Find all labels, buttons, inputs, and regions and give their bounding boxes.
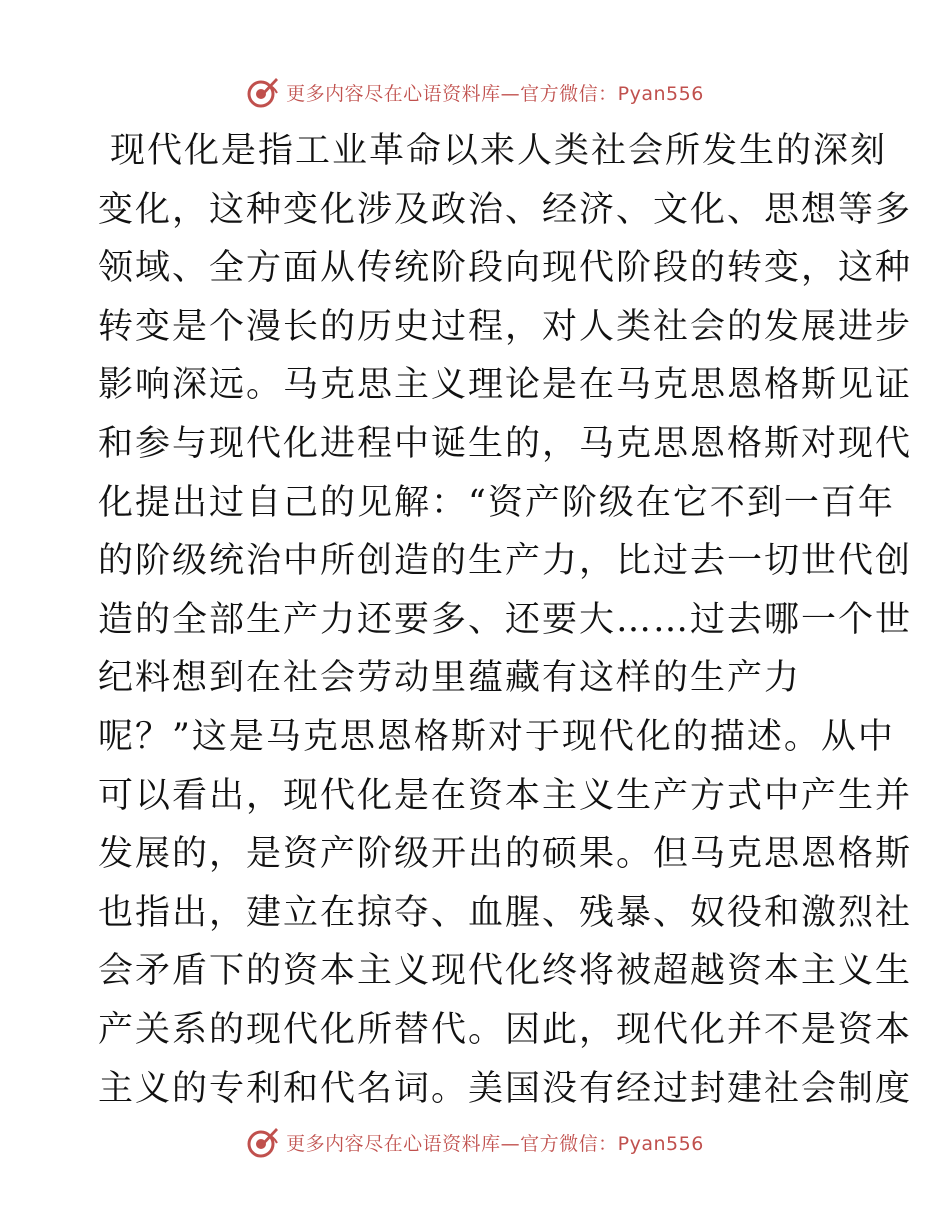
body-line: 转变是个漫长的历史过程，对人类社会的发展进步 <box>98 306 913 347</box>
quill-logo-icon <box>246 1125 280 1159</box>
watermark-text: 更多内容尽在心语资料库—官方微信：Pyan556 <box>286 82 704 105</box>
header-watermark <box>0 72 950 112</box>
body-line: 领域、全方面从传统阶段向现代阶段的转变，这种 <box>98 248 913 289</box>
body-line: 和参与现代化进程中诞生的，马克思恩格斯对现代 <box>98 423 913 464</box>
document-body <box>98 122 913 1118</box>
body-line: 会矛盾下的资本主义现代化终将被超越资本主义生 <box>98 951 913 992</box>
body-line: 影响深远。马克思主义理论是在马克思恩格斯见证 <box>98 365 913 406</box>
body-line: 化提出过自己的见解：“资产阶级在它不到一百年 <box>98 482 895 523</box>
body-line: 也指出，建立在掠夺、血腥、残暴、奴役和激烈社 <box>98 892 913 933</box>
body-line: 造的全部生产力还要多、还要大……过去哪一个世 <box>98 599 913 640</box>
body-line: 纪料想到在社会劳动里蕴藏有这样的生产力 <box>98 658 802 699</box>
body-line: 发展的，是资产阶级开出的硕果。但马克思恩格斯 <box>98 834 913 875</box>
quill-logo-icon <box>246 75 280 109</box>
watermark-text: 更多内容尽在心语资料库—官方微信：Pyan556 <box>286 1132 704 1155</box>
body-line: 的阶级统治中所创造的生产力，比过去一切世代创 <box>98 541 913 582</box>
body-line: 可以看出，现代化是在资本主义生产方式中产生并 <box>98 775 913 816</box>
footer-watermark <box>0 1122 950 1162</box>
body-line: 产关系的现代化所替代。因此，现代化并不是资本 <box>98 1009 913 1050</box>
body-line: 主义的专利和代名词。美国没有经过封建社会制度 <box>98 1068 913 1109</box>
body-line: 现代化是指工业革命以来人类社会所发生的深刻 <box>110 131 888 171</box>
body-line: 变化，这种变化涉及政治、经济、文化、思想等多 <box>98 189 913 230</box>
body-line: 呢？”这是马克思恩格斯对于现代化的描述。从中 <box>98 716 895 757</box>
